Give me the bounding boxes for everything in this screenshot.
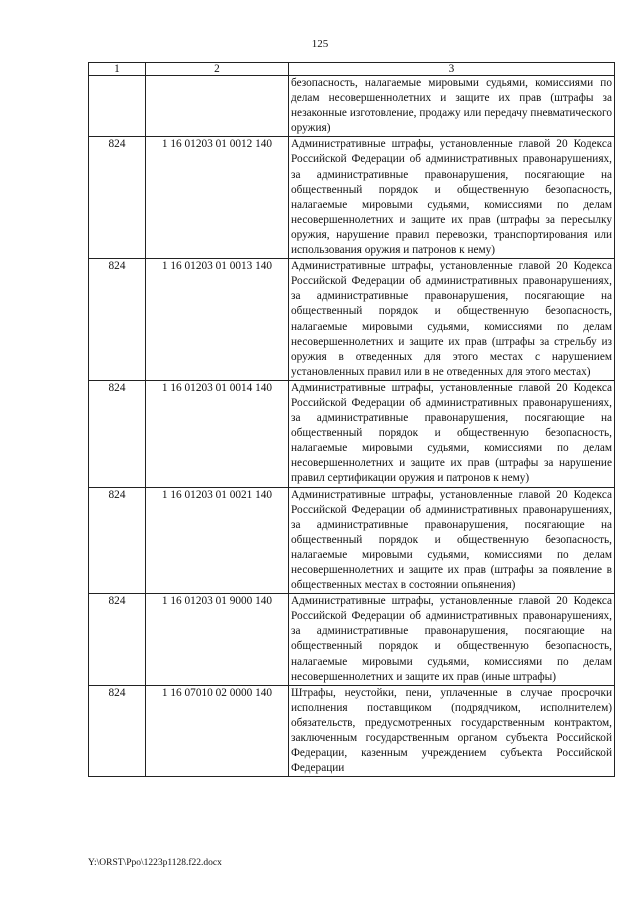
description-cell: Административные штрафы, установленные главой 20 Кодекса Российской Федерации об административных правонарушениях, за административные правонарушения, посягающие на общественный порядок и общественную безопасность, налагаемые мировыми судьями, комиссиями по делам несовершеннолетних и защите их прав (штрафы за появление в общественных местах в состоянии опьянения) bbox=[289, 487, 615, 594]
column-header-3: 3 bbox=[289, 63, 615, 76]
admin-code-cell: 824 bbox=[89, 594, 146, 686]
description-cell: Административные штрафы, установленные главой 20 Кодекса Российской Федерации об административных правонарушениях, за административные правонарушения, посягающие на общественный порядок и общественную безопасность, налагаемые мировыми судьями, комиссиями по делам несовершеннолетних и защите их прав (штрафы за нарушение правил сертификации оружия и патронов к нему) bbox=[289, 380, 615, 487]
table-row bbox=[89, 487, 615, 594]
description-cell: Административные штрафы, установленные главой 20 Кодекса Российской Федерации об административных правонарушениях, за административные правонарушения, посягающие на общественный порядок и общественную безопасность, налагаемые мировыми судьями, комиссиями по делам несовершеннолетних и защите их прав (иные штрафы) bbox=[289, 594, 615, 686]
kbk-code-cell: 1 16 07010 02 0000 140 bbox=[146, 685, 289, 777]
table-row bbox=[89, 137, 615, 259]
table-header-row bbox=[89, 63, 615, 76]
description-cell: Штрафы, неустойки, пени, уплаченные в случае просрочки исполнения поставщиком (подрядчиком, исполнителем) обязательств, предусмотренных государственным контрактом, заключенным государственным органом субъекта Российской Федерации, казенным учреждением субъекта Российской Федерации bbox=[289, 685, 615, 777]
kbk-code-cell bbox=[146, 76, 289, 137]
description-cell: безопасность, налагаемые мировыми судьями, комиссиями по делам несовершеннолетних и защите их прав (штрафы за незаконные изготовление, продажу или передачу пневматического оружия) bbox=[289, 76, 615, 137]
column-header-1: 1 bbox=[89, 63, 146, 76]
admin-code-cell: 824 bbox=[89, 487, 146, 594]
description-cell: Административные штрафы, установленные главой 20 Кодекса Российской Федерации об административных правонарушениях, за административные правонарушения, посягающие на общественный порядок и общественную безопасность, налагаемые мировыми судьями, комиссиями по делам несовершеннолетних и защите их прав (штрафы за стрельбу из оружия в отведенных для этого местах с нарушением установленных правил или в не отведенных для этого местах) bbox=[289, 259, 615, 381]
table-row bbox=[89, 685, 615, 777]
kbk-code-cell: 1 16 01203 01 0012 140 bbox=[146, 137, 289, 259]
admin-code-cell: 824 bbox=[89, 259, 146, 381]
table-row bbox=[89, 76, 615, 137]
table-row bbox=[89, 594, 615, 686]
table-row bbox=[89, 259, 615, 381]
column-header-2: 2 bbox=[146, 63, 289, 76]
description-cell: Административные штрафы, установленные главой 20 Кодекса Российской Федерации об административных правонарушениях, за административные правонарушения, посягающие на общественный порядок и общественную безопасность, налагаемые мировыми судьями, комиссиями по делам несовершеннолетних и защите их прав (штрафы за пересылку оружия, нарушение правил перевозки, транспортирования или использования оружия и патронов к нему) bbox=[289, 137, 615, 259]
admin-code-cell: 824 bbox=[89, 137, 146, 259]
kbk-code-cell: 1 16 01203 01 0021 140 bbox=[146, 487, 289, 594]
admin-code-cell bbox=[89, 76, 146, 137]
file-path-footer: Y:\ORST\Ppo\1223p1128.f22.docx bbox=[88, 858, 222, 868]
table-row bbox=[89, 380, 615, 487]
kbk-code-cell: 1 16 01203 01 9000 140 bbox=[146, 594, 289, 686]
kbk-code-cell: 1 16 01203 01 0013 140 bbox=[146, 259, 289, 381]
revenue-codes-table bbox=[88, 62, 615, 777]
admin-code-cell: 824 bbox=[89, 685, 146, 777]
kbk-code-cell: 1 16 01203 01 0014 140 bbox=[146, 380, 289, 487]
page-number: 125 bbox=[311, 38, 329, 50]
admin-code-cell: 824 bbox=[89, 380, 146, 487]
